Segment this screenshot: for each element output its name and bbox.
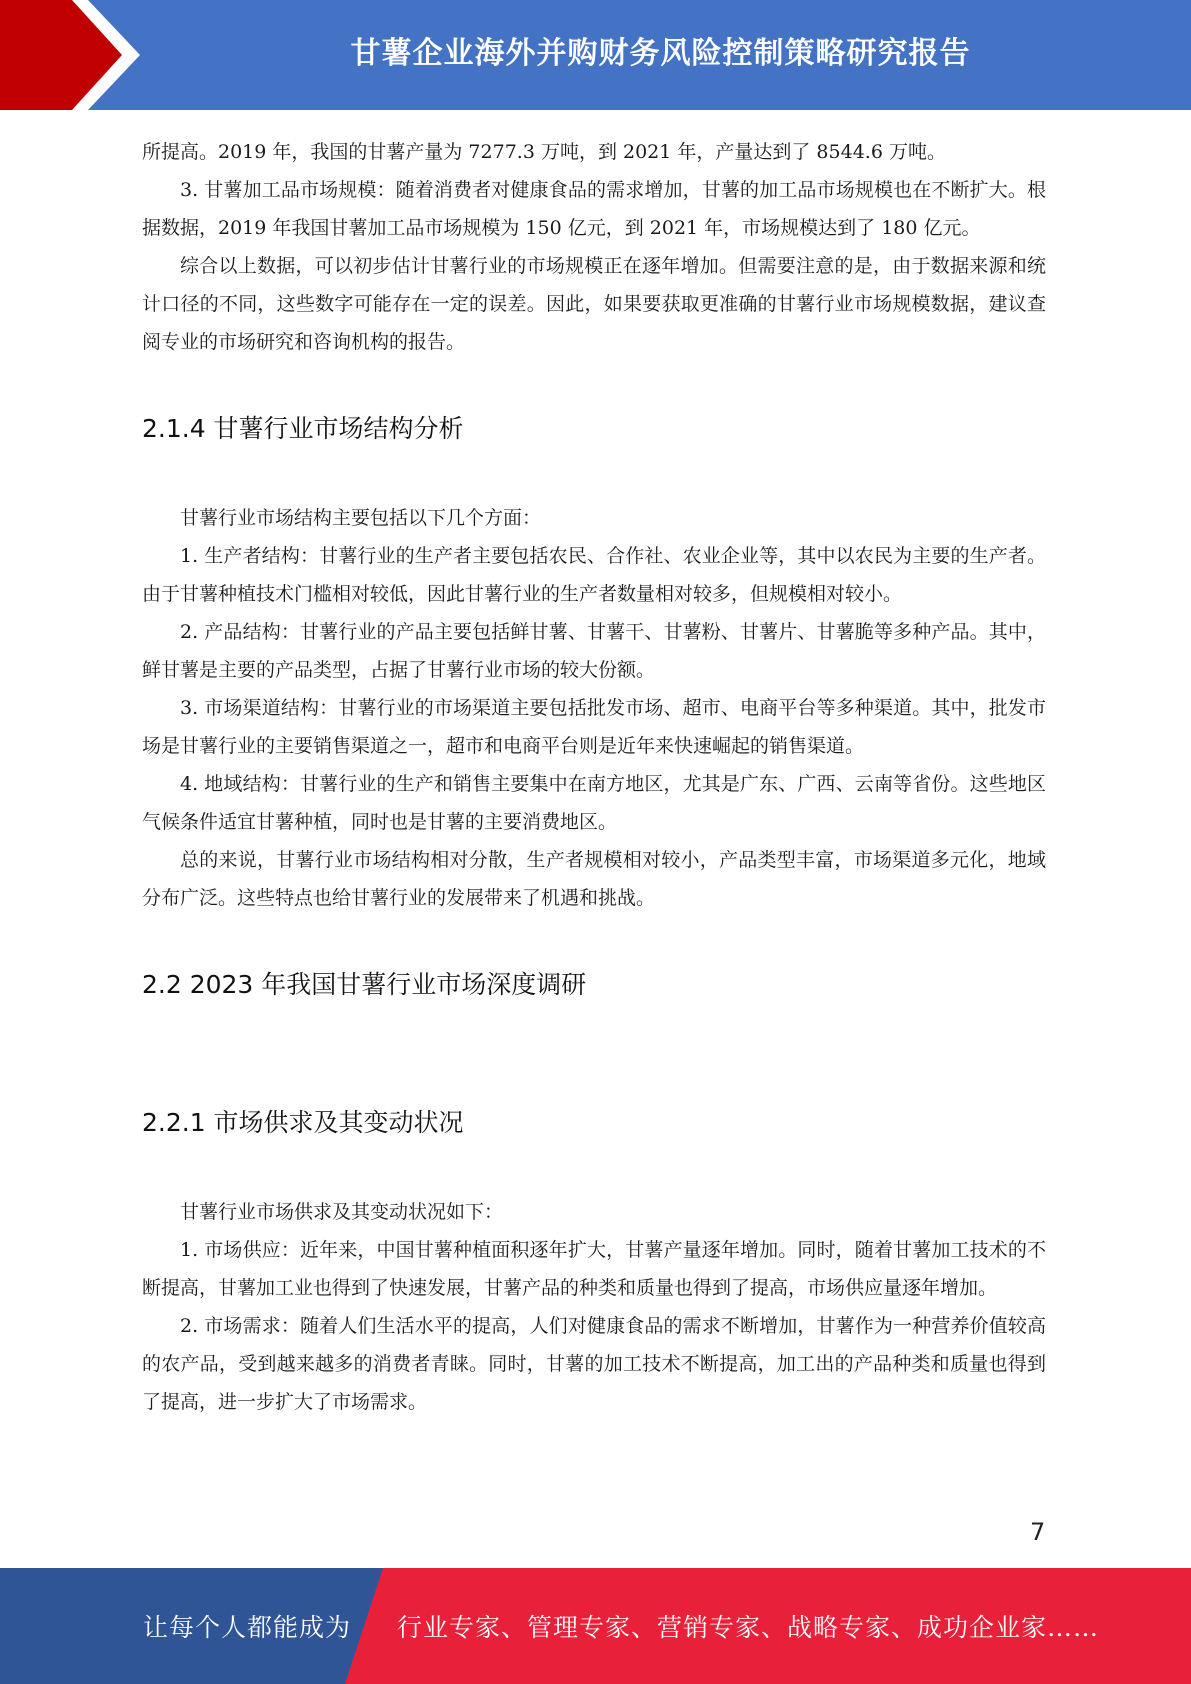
paragraph: 3. 甘薯加工品市场规模：随着消费者对健康食品的需求增加，甘薯的加工品市场规模也在不断扩大。根据数据，2019 年我国甘薯加工品市场规模为 150 亿元，到 2021 年，市场规模达到了 180 亿元。 bbox=[142, 179, 1046, 239]
paragraph: 总的来说，甘薯行业市场结构相对分散，生产者规模相对较小，产品类型丰富，市场渠道多元化，地域分布广泛。这些特点也给甘薯行业的发展带来了机遇和挑战。 bbox=[142, 849, 1046, 909]
paragraph: 所提高。2019 年，我国的甘薯产量为 7277.3 万吨，到 2021 年，产量达到了 8544.6 万吨。 bbox=[142, 141, 946, 163]
spacer bbox=[142, 447, 1046, 499]
header-arrow-decoration bbox=[0, 0, 140, 110]
paragraph: 1. 生产者结构：甘薯行业的生产者主要包括农民、合作社、农业企业等，其中以农民为主要的生产者。由于甘薯种植技术门槛相对较低，因此甘薯行业的生产者数量相对较多，但规模相对较小。 bbox=[142, 545, 1046, 605]
page-number: 7 bbox=[1030, 1518, 1046, 1546]
paragraph: 2. 市场需求：随着人们生活水平的提高，人们对健康食品的需求不断增加，甘薯作为一种营养价值较高的农产品，受到越来越多的消费者青睐。同时，甘薯的加工技术不断提高，加工出的产品种类和质量也得到了提高，进一步扩大了市场需求。 bbox=[142, 1315, 1046, 1413]
section-heading: 2.2.1 市场供求及其变动状况 bbox=[142, 1108, 464, 1137]
paragraph: 4. 地域结构：甘薯行业的生产和销售主要集中在南方地区，尤其是广东、广西、云南等省份。这些地区气候条件适宜甘薯种植，同时也是甘薯的主要消费地区。 bbox=[142, 773, 1046, 833]
header-title: 甘薯企业海外并购财务风险控制策略研究报告 bbox=[350, 36, 971, 71]
section-heading: 2.1.4 甘薯行业市场结构分析 bbox=[142, 414, 464, 443]
document-body bbox=[142, 133, 1046, 1421]
spacer bbox=[142, 1055, 1046, 1105]
paragraph: 1. 市场供应：近年来，中国甘薯种植面积逐年扩大，甘薯产量逐年增加。同时，随着甘薯加工技术的不断提高，甘薯加工业也得到了快速发展，甘薯产品的种类和质量也得到了提高，市场供应量逐年增加。 bbox=[142, 1239, 1046, 1299]
spacer bbox=[142, 917, 1046, 967]
paragraph: 综合以上数据，可以初步估计甘薯行业的市场规模正在逐年增加。但需要注意的是，由于数据来源和统计口径的不同，这些数字可能存在一定的误差。因此，如果要获取更准确的甘薯行业市场规模数据，建议查阅专业的市场研究和咨询机构的报告。 bbox=[142, 255, 1046, 353]
paragraph: 甘薯行业市场结构主要包括以下几个方面： bbox=[180, 507, 542, 529]
spacer bbox=[142, 361, 1046, 411]
paragraph: 3. 市场渠道结构：甘薯行业的市场渠道主要包括批发市场、超市、电商平台等多种渠道。其中，批发市场是甘薯行业的主要销售渠道之一，超市和电商平台则是近年来快速崛起的销售渠道。 bbox=[142, 697, 1046, 757]
paragraph: 甘薯行业市场供求及其变动状况如下： bbox=[180, 1201, 504, 1223]
spacer bbox=[142, 1003, 1046, 1055]
paragraph: 2. 产品结构：甘薯行业的产品主要包括鲜甘薯、甘薯干、甘薯粉、甘薯片、甘薯脆等多种产品。其中，鲜甘薯是主要的产品类型，占据了甘薯行业市场的较大份额。 bbox=[142, 621, 1046, 681]
spacer bbox=[142, 1141, 1046, 1193]
section-heading: 2.2 2023 年我国甘薯行业市场深度调研 bbox=[142, 970, 587, 999]
page-footer bbox=[0, 1568, 1191, 1684]
page-header bbox=[0, 0, 1191, 110]
footer-slogan-left: 让每个人都能成为 bbox=[143, 1613, 352, 1642]
footer-slogan-right: 行业专家、管理专家、营销专家、战略专家、成功企业家…… bbox=[397, 1613, 1100, 1642]
